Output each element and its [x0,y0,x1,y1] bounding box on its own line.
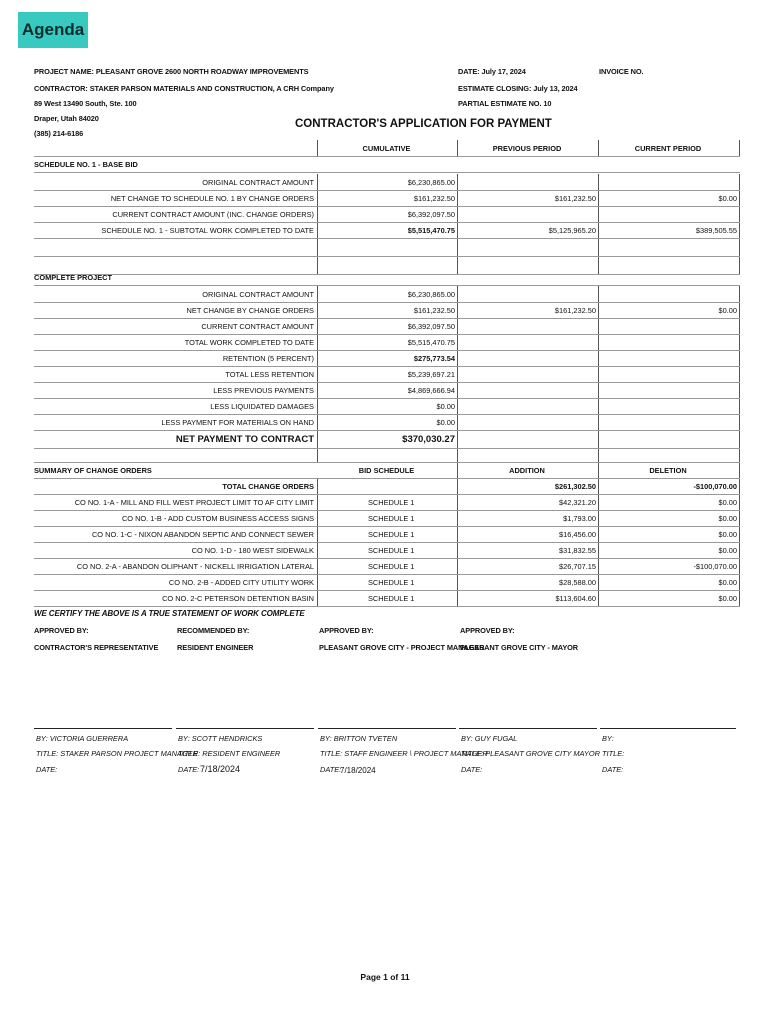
row-previous [458,334,599,350]
signature-line [318,728,456,729]
table-row [34,206,740,222]
row-label: LESS PREVIOUS PAYMENTS [34,382,318,398]
row-label: CO NO. 1-A - MILL AND FILL WEST PROJECT LIMIT TO AF CITY LIMIT [34,494,318,510]
table-row [34,382,740,398]
grid-line [34,366,740,367]
row-addition: $16,456.00 [458,526,599,542]
row-label: CO NO. 1-C - NIXON ABANDON SEPTIC AND CONNECT SEWER [34,526,318,542]
invoice-number: INVOICE NO. [599,67,644,76]
row-schedule: SCHEDULE 1 [318,542,458,558]
contractor-address-1: 89 West 13490 South, Ste. 100 [34,99,137,108]
change-orders-header-row [34,462,740,478]
row-label: CO NO. 2-A - ABANDON OLIPHANT - NICKELL IRRIGATION LATERAL [34,558,318,574]
table-row [34,510,740,526]
table-row [34,222,740,238]
signer-date-label-4: DATE: [461,765,483,774]
signer-date-label-3: DATE: [320,765,342,774]
spacer [318,448,458,462]
row-cumulative: $5,515,470.75 [318,334,458,350]
grid-line [34,350,740,351]
table-row [34,526,740,542]
row-label: SCHEDULE NO. 1 - SUBTOTAL WORK COMPLETED TO DATE [34,222,318,238]
row-current [599,206,740,222]
grid-line [34,590,740,591]
row-current [599,414,740,430]
row-cumulative: $275,773.54 [318,350,458,366]
spacer [599,238,740,256]
spacer-row [34,238,740,256]
signer-name-5: BY: [602,734,614,743]
contractor-address-2: Draper, Utah 84020 [34,114,99,123]
approval-role-3: APPROVED BY: [319,626,374,635]
complete-heading-row [34,269,740,285]
row-current [599,174,740,190]
row-label: ORIGINAL CONTRACT AMOUNT [34,286,318,302]
document-title: CONTRACTOR'S APPLICATION FOR PAYMENT [295,118,552,130]
grid-line [34,494,740,495]
row-label: CO NO. 2-B - ADDED CITY UTILITY WORK [34,574,318,590]
row-previous: $161,232.50 [458,190,599,206]
grid-line [34,274,740,275]
row-deletion: -$100,070.00 [599,558,740,574]
approval-role-1: APPROVED BY: [34,626,89,635]
grid-line [34,382,740,383]
row-schedule: SCHEDULE 1 [318,526,458,542]
signer-title-5: TITLE: [602,749,625,758]
table-row [34,414,740,430]
grid-line [34,542,740,543]
row-cumulative: $6,392,097.50 [318,206,458,222]
column-deletion: DELETION [599,462,740,478]
row-current: $0.00 [599,190,740,206]
total-change-orders-row [34,478,740,494]
column-addition: ADDITION [458,462,599,478]
grid-line [34,574,740,575]
schedule1-heading-row [34,156,740,172]
spacer-row [34,448,740,462]
grid-line [34,448,740,449]
table-row [34,574,740,590]
table-row [34,590,740,606]
row-current [599,334,740,350]
row-label: RETENTION (5 PERCENT) [34,350,318,366]
estimate-closing: ESTIMATE CLOSING: July 13, 2024 [458,84,578,93]
page-number: Page 1 of 11 [360,972,410,982]
row-cumulative: $161,232.50 [318,190,458,206]
row-deletion: $0.00 [599,574,740,590]
signer-name-4: BY: GUY FUGAL [461,734,518,743]
column-previous-period: PREVIOUS PERIOD [458,140,599,156]
row-cumulative: $0.00 [318,414,458,430]
change-orders-heading: SUMMARY OF CHANGE ORDERS [34,465,152,475]
net-payment-value: $370,030.27 [318,430,458,448]
grid-line [34,334,740,335]
certify-statement: WE CERTIFY THE ABOVE IS A TRUE STATEMENT OF WORK COMPLETE [34,609,305,618]
row-addition: $113,604.60 [458,590,599,606]
grid-line [34,398,740,399]
signer-date-label-2: DATE: [178,765,200,774]
grid-line [34,206,740,207]
row-deletion: $0.00 [599,590,740,606]
row-previous [458,382,599,398]
row-deletion: $0.00 [599,494,740,510]
grid-line [34,478,740,479]
table-row [34,318,740,334]
grid-line [34,558,740,559]
spacer [458,448,599,462]
row-label: LESS LIQUIDATED DAMAGES [34,398,318,414]
grid-line [34,222,740,223]
row-cumulative: $5,515,470.75 [318,222,458,238]
spacer [34,448,318,462]
table-row [34,334,740,350]
row-label: TOTAL LESS RETENTION [34,366,318,382]
grid-line [34,606,740,607]
total-change-orders-label: TOTAL CHANGE ORDERS [34,478,318,494]
grid-line [34,172,740,173]
row-previous [458,318,599,334]
row-addition: $28,588.00 [458,574,599,590]
row-previous [458,398,599,414]
grid-line [34,190,740,191]
signer-title-4: TITLE: PLEASANT GROVE CITY MAYOR [461,749,600,758]
row-schedule: SCHEDULE 1 [318,590,458,606]
row-cumulative: $6,392,097.50 [318,318,458,334]
signer-title-1: TITLE: STAKER PARSON PROJECT MANAGER [36,749,198,758]
table-row [34,542,740,558]
row-cumulative: $6,230,865.00 [318,174,458,190]
row-current [599,350,740,366]
row-label: NET CHANGE TO SCHEDULE NO. 1 BY CHANGE ORDERS [34,190,318,206]
row-schedule: SCHEDULE 1 [318,558,458,574]
grid-line [34,414,740,415]
row-previous [458,174,599,190]
column-header-row [34,140,740,156]
approval-title-3: PLEASANT GROVE CITY - PROJECT MANAGER [319,643,485,652]
signer-name-2: BY: SCOTT HENDRICKS [178,734,263,743]
row-label: NET CHANGE BY CHANGE ORDERS [34,302,318,318]
table-row [34,558,740,574]
spacer [318,238,458,256]
total-deletion: -$100,070.00 [599,478,740,494]
spacer [34,238,318,256]
row-previous [458,286,599,302]
row-label: LESS PAYMENT FOR MATERIALS ON HAND [34,414,318,430]
row-cumulative: $4,869,666.94 [318,382,458,398]
row-previous [458,366,599,382]
grid-line [34,462,740,463]
row-label: CURRENT CONTRACT AMOUNT [34,318,318,334]
row-label: CO NO. 1-D - 180 WEST SIDEWALK [34,542,318,558]
signer-title-2: TITLE: RESIDENT ENGINEER [178,749,281,758]
row-current [599,286,740,302]
spacer [599,430,740,448]
grid-line [34,238,740,239]
row-schedule: SCHEDULE 1 [318,494,458,510]
signer-date-label-1: DATE: [36,765,58,774]
net-payment-label: NET PAYMENT TO CONTRACT [34,430,318,448]
table-row [34,286,740,302]
table-row [34,190,740,206]
row-label: CURRENT CONTRACT AMOUNT (INC. CHANGE ORDERS) [34,206,318,222]
row-previous [458,206,599,222]
header-blank [34,140,318,156]
row-current: $389,505.55 [599,222,740,238]
row-previous [458,350,599,366]
row-current [599,382,740,398]
row-label: CO NO. 1-B - ADD CUSTOM BUSINESS ACCESS SIGNS [34,510,318,526]
column-bid-schedule: BID SCHEDULE [318,462,458,478]
row-previous: $161,232.50 [458,302,599,318]
approval-role-2: RECOMMENDED BY: [177,626,250,635]
row-label: ORIGINAL CONTRACT AMOUNT [34,174,318,190]
approval-role-4: APPROVED BY: [460,626,515,635]
signer-name-1: BY: VICTORIA GUERRERA [36,734,129,743]
row-addition: $1,793.00 [458,510,599,526]
grid-line [34,318,740,319]
row-cumulative: $0.00 [318,398,458,414]
signature-line [34,728,172,729]
signer-date-label-5: DATE: [602,765,624,774]
agenda-badge: Agenda [18,12,88,48]
complete-heading: COMPLETE PROJECT [34,272,113,282]
row-current [599,366,740,382]
grid-line [34,510,740,511]
signer-name-3: BY: BRITTON TVETEN [320,734,398,743]
grid-line [34,285,740,286]
row-addition: $26,707.15 [458,558,599,574]
spacer [599,448,740,462]
grid-line [34,302,740,303]
table-row [34,398,740,414]
signer-date-2: 7/18/2024 [200,764,241,774]
column-current-period: CURRENT PERIOD [599,140,740,156]
contractor-phone: (385) 214-6186 [34,129,84,138]
row-previous: $5,125,965.20 [458,222,599,238]
grid-line [34,256,740,257]
grid-line [34,526,740,527]
row-current: $0.00 [599,302,740,318]
total-addition: $261,302.50 [458,478,599,494]
row-deletion: $0.00 [599,526,740,542]
row-deletion: $0.00 [599,510,740,526]
approval-title-2: RESIDENT ENGINEER [177,643,254,652]
row-cumulative: $6,230,865.00 [318,286,458,302]
row-cumulative: $161,232.50 [318,302,458,318]
spacer [318,478,458,494]
signature-line [176,728,314,729]
approval-title-1: CONTRACTOR'S REPRESENTATIVE [34,643,159,652]
row-label: CO NO. 2-C PETERSON DETENTION BASIN [34,590,318,606]
row-label: TOTAL WORK COMPLETED TO DATE [34,334,318,350]
signer-date-3: 7/18/2024 [340,766,376,775]
partial-estimate: PARTIAL ESTIMATE NO. 10 [458,99,552,108]
column-cumulative: CUMULATIVE [318,140,458,156]
signature-line [459,728,597,729]
table-row [34,366,740,382]
net-payment-row [34,430,740,448]
row-cumulative: $5,239,697.21 [318,366,458,382]
signature-line [600,728,736,729]
row-previous [458,414,599,430]
project-name: PROJECT NAME: PLEASANT GROVE 2600 NORTH ROADWAY IMPROVEMENTS [34,67,309,76]
row-current [599,318,740,334]
row-deletion: $0.00 [599,542,740,558]
spacer [458,430,599,448]
estimate-date: DATE: July 17, 2024 [458,67,526,76]
grid-line [34,156,740,157]
table-row [34,494,740,510]
schedule1-heading: SCHEDULE NO. 1 - BASE BID [34,159,138,169]
approval-title-4: PLEASANT GROVE CITY - MAYOR [460,643,579,652]
row-schedule: SCHEDULE 1 [318,574,458,590]
row-schedule: SCHEDULE 1 [318,510,458,526]
grid-line [34,430,740,431]
row-addition: $31,832.55 [458,542,599,558]
row-current [599,398,740,414]
spacer [458,238,599,256]
row-addition: $42,321.20 [458,494,599,510]
table-row [34,302,740,318]
contractor-name: CONTRACTOR: STAKER PARSON MATERIALS AND CONSTRUCTION, A CRH Company [34,84,334,93]
signer-title-3: TITLE: STAFF ENGINEER \ PROJECT MANAGER [320,749,488,758]
table-row [34,350,740,366]
table-row [34,174,740,190]
